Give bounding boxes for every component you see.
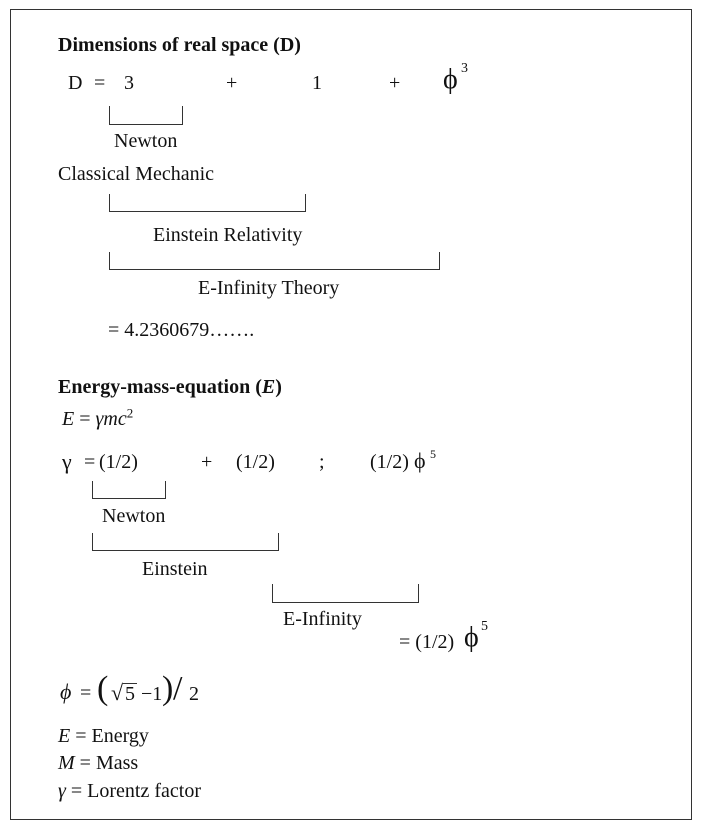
einfinity2-bracket-line <box>272 602 419 603</box>
gamma-equals: = <box>84 451 96 473</box>
phi-def-close-paren: ) <box>162 670 174 707</box>
einfinity-bracket-right <box>439 252 440 270</box>
newton2-bracket-line <box>92 498 166 499</box>
gamma-semicolon: ; <box>319 451 325 473</box>
phi-exponent: 3 <box>461 61 468 76</box>
newton-bracket-left <box>109 106 110 124</box>
phi-def-sqrt: √ <box>111 680 124 705</box>
einstein2-label: Einstein <box>142 558 208 580</box>
einstein2-bracket-right <box>278 533 279 551</box>
phi-def-denominator: 2 <box>189 683 199 705</box>
einfinity2-label: E-Infinity <box>283 608 362 630</box>
eq-lhs-d: D <box>68 72 83 94</box>
einstein-bracket-right <box>305 194 306 212</box>
einstein-bracket-left <box>109 194 110 212</box>
classical-mechanic-label: Classical Mechanic <box>58 163 215 185</box>
einstein-bracket-line <box>109 211 306 212</box>
gamma-result-exponent: 5 <box>481 619 488 634</box>
phi-def-radicand: 5 <box>125 683 135 705</box>
phi-symbol: ϕ <box>443 64 458 95</box>
gamma-phi-exponent: 5 <box>430 447 436 461</box>
eq-equals: = <box>94 72 106 94</box>
gamma-term-2: (1/2) <box>236 451 275 473</box>
section2-heading: Energy-mass-equation (E) <box>58 376 282 398</box>
newton2-bracket-left <box>92 481 93 499</box>
newton-bracket-right <box>182 106 183 124</box>
einfinity-bracket-left <box>109 252 110 270</box>
phi-def-lhs: ϕ <box>60 679 72 704</box>
newton-bracket-line <box>109 124 183 125</box>
gamma-result-phi: ϕ <box>464 622 479 653</box>
einfinity-theory-label: E-Infinity Theory <box>198 277 340 299</box>
legend-energy: E = Energy <box>58 725 149 747</box>
einstein2-bracket-left <box>92 533 93 551</box>
gamma-result: = (1/2) <box>399 631 455 653</box>
legend-mass: M = Mass <box>58 752 139 774</box>
phi-def-slash: / <box>173 670 183 707</box>
einstein2-bracket-line <box>92 550 279 551</box>
eq-plus-2: + <box>389 72 401 94</box>
d-result: = 4.2360679……. <box>108 319 255 341</box>
gamma-term-1: (1/2) <box>99 451 138 473</box>
energy-equation: E = γmc$^2$ <box>62 405 134 430</box>
einfinity2-bracket-left <box>272 584 273 602</box>
einfinity-bracket-line <box>109 269 440 270</box>
eq-term-1: 1 <box>312 72 322 94</box>
newton-label: Newton <box>114 130 178 152</box>
legend-lorentz: γ = Lorentz factor <box>58 780 201 802</box>
phi-def-minus-one: −1 <box>141 683 163 705</box>
gamma-lhs: γ <box>62 449 72 474</box>
newton2-label: Newton <box>102 505 166 527</box>
phi-def-equals: = <box>80 682 92 704</box>
eq-term-3: 3 <box>124 72 134 94</box>
einfinity2-bracket-right <box>418 584 419 602</box>
newton2-bracket-right <box>165 481 166 499</box>
eq-plus-1: + <box>226 72 238 94</box>
gamma-term-3: (1/2) <box>370 451 409 473</box>
einstein-relativity-label: Einstein Relativity <box>153 224 303 246</box>
phi-def-open-paren: ( <box>97 670 109 707</box>
gamma-phi: ϕ <box>414 448 426 473</box>
section1-heading: Dimensions of real space (D) <box>58 34 301 56</box>
gamma-plus: + <box>201 451 213 473</box>
